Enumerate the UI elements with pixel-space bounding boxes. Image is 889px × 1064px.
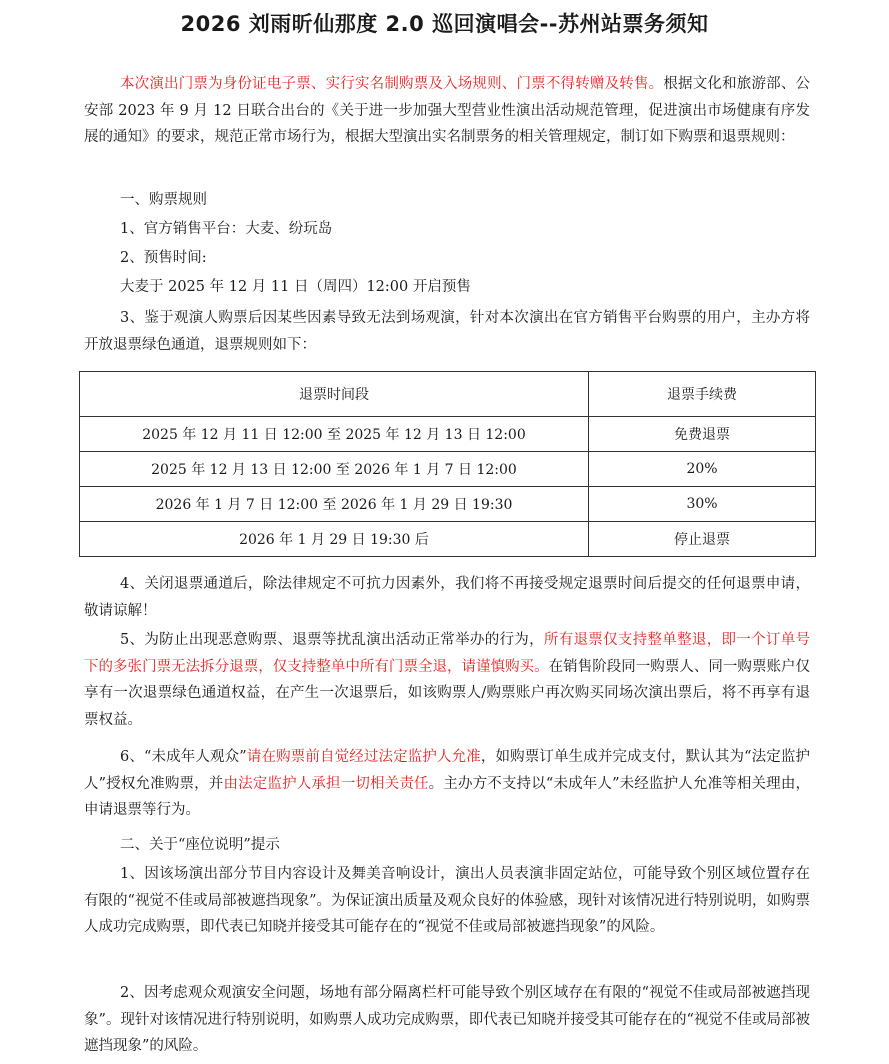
seat-notice-1: 1、因该场演出部分节目内容设计及舞美音响设计，演出人员表演非固定站位，可能导致个别区域位置存在有限的“视觉不佳或局部被遮挡现象”。为保证演出质量及观众良好的体验感，现针对该情况进行特别说明，如购票人成功完成购票，即代表已知晓并接受其可能存在的“视觉不佳或局部被遮挡现象”的风险。: [84, 866, 810, 935]
intro-paragraph: [84, 71, 810, 151]
item5-text-a: 5、为防止出现恶意购票、退票等扰乱演出活动正常举办的行为，: [120, 632, 544, 648]
refund-table: [79, 371, 816, 557]
item5-text-c: 在销售阶段同一购票人、同一购票账户仅享有一次退票绿色通道权益，在产生一次退票后，如该购票人/购票账户再次购买同场次演出票后，将不再享有退票权益。: [84, 658, 811, 728]
intro-red-text: 本次演出门票为身份证电子票、实行实名制购票及入场规则、门票不得转赠及转售。: [120, 76, 664, 92]
item6-red-text-2: 由法定监护人承担一切相关责任: [223, 775, 429, 792]
refund-channel-paragraph: 3、鉴于观演人购票后因某些因素导致无法到场观演，针对本次演出在官方销售平台购票的用户，主办方将开放退票绿色通道，退票规则如下：: [84, 310, 810, 353]
page-title: 2026 刘雨昕仙那度 2.0 巡回演唱会--苏州站票务须知: [180, 12, 709, 36]
table-row: [80, 417, 816, 452]
purchase-platform: 1、官方销售平台：大麦、纷玩岛: [120, 221, 333, 237]
seat-notice-2: 2、因考虑观众观演安全问题，场地有部分隔离栏杆可能导致个别区域存在有限的“视觉不佳或局部被遮挡现象”。现针对该情况进行特别说明，如购票人成功完成购票，即代表已知晓并接受其可能存在的“视觉不佳或局部被遮挡现象”的风险。: [84, 985, 810, 1054]
item5-red-text: 所有退票仅支持整单整退，即一个订单号下的多张门票无法拆分退票，仅支持整单中所有门票全退，请谨慎购买。: [84, 632, 810, 675]
fee-cell: 免费退票: [589, 417, 816, 452]
item6-text-e: 。主办方不支持以“未成年人”未经监护人允准等相关理由，申请退票等行为。: [84, 775, 810, 818]
item4-paragraph: 4、关闭退票通道后，除法律规定不可抗力因素外，我们将不再接受规定退票时间后提交的任何退票申请，敬请谅解！: [84, 576, 810, 619]
table-row: [80, 522, 816, 557]
table-row: [80, 487, 816, 522]
section2-heading: 二、关于“座位说明”提示: [120, 837, 280, 853]
table-row: [80, 452, 816, 487]
period-cell: 2025 年 12 月 13 日 12:00 至 2026 年 1 月 7 日 12:00: [80, 452, 589, 487]
fee-cell: 停止退票: [589, 522, 816, 557]
table-header-row: [80, 372, 816, 417]
section1-heading: 一、购票规则: [120, 192, 207, 208]
fee-cell: 30%: [589, 487, 816, 522]
intro-text: 根据文化和旅游部、公安部 2023 年 9 月 12 日联合出台的《关于进一步加强大型营业性演出活动规范管理，促进演出市场健康有序发展的通知》的要求，规范正常市场行为，根据大型演出实名制票务的相关管理规定，制订如下购票和退票规则：: [84, 76, 811, 145]
header-period: 退票时间段: [80, 372, 589, 417]
item6-text-c: ，如购票订单生成并完成支付，默认其为“法定监护人”授权允准购票，并: [84, 749, 810, 792]
period-cell: 2026 年 1 月 29 日 19:30 后: [80, 522, 589, 557]
presale-time-label: 2、预售时间:: [120, 250, 207, 266]
item6-text-a: 6、“未成年人观众”: [120, 749, 247, 765]
item5-paragraph: [84, 627, 810, 733]
item6-red-text-1: 请在购票前自觉经过法定监护人允准: [246, 749, 481, 765]
item6-paragraph: [84, 744, 810, 824]
header-fee: 退票手续费: [589, 372, 816, 417]
presale-time: 大麦于 2025 年 12 月 11 日（周四）12:00 开启预售: [120, 279, 471, 295]
period-cell: 2025 年 12 月 11 日 12:00 至 2025 年 12 月 13 日 12:00: [80, 417, 589, 452]
period-cell: 2026 年 1 月 7 日 12:00 至 2026 年 1 月 29 日 19:30: [80, 487, 589, 522]
fee-cell: 20%: [589, 452, 816, 487]
